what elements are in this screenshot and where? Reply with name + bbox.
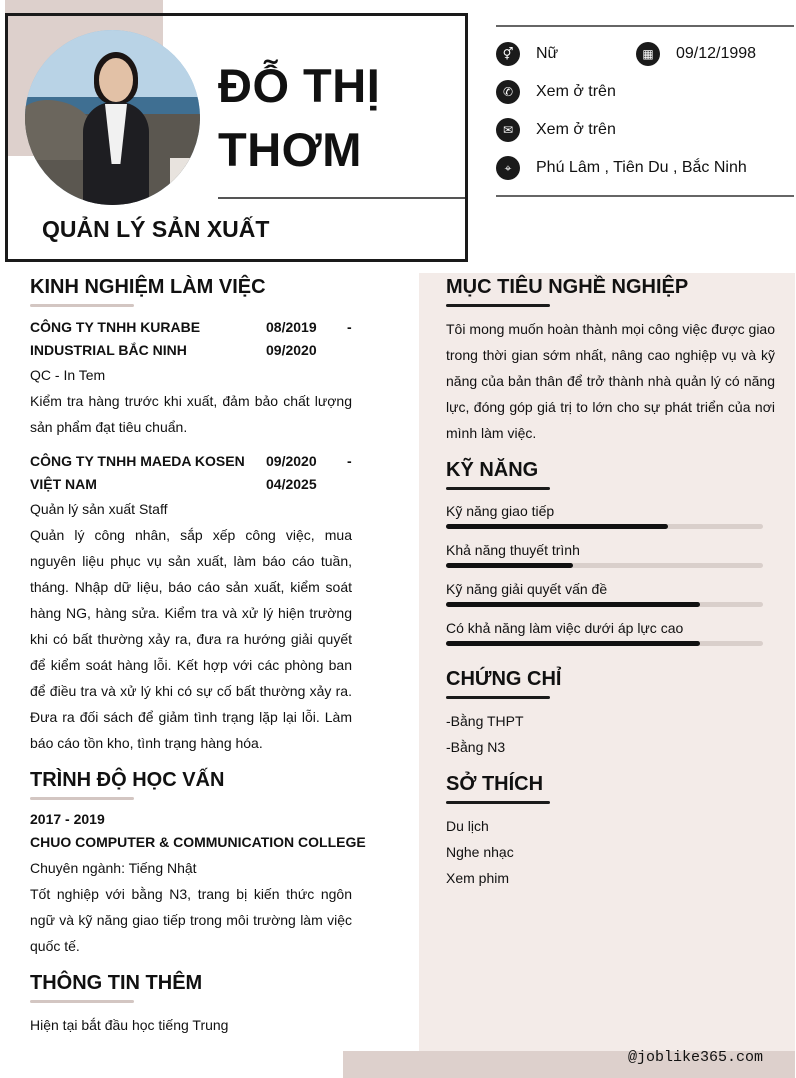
job-title: QUẢN LÝ SẢN XUẤT [42, 216, 270, 242]
email-info [496, 118, 616, 142]
extra-info-underline [30, 1000, 134, 1003]
certificate-item: -Bằng N3 [446, 739, 506, 755]
education-description: Tốt nghiệp với bằng N3, trang bị kiến thức ngôn ngữ và kỹ năng giao tiếp trong môi trường làm việc quốc tế. [30, 886, 352, 954]
skills-title: KỸ NĂNG [446, 459, 539, 481]
location-icon: ⌖ [496, 156, 520, 180]
education-title: TRÌNH ĐỘ HỌC VẤN [30, 769, 225, 791]
certificates-underline [446, 696, 550, 699]
skill-bar-fill [446, 641, 700, 646]
job1-company: CÔNG TY TNHH KURABE INDUSTRIAL BẮC NINH [30, 319, 201, 358]
hobby-item: Nghe nhạc [446, 844, 514, 860]
skill-bar-fill [446, 524, 668, 529]
candidate-name-line2: THƠM [218, 123, 362, 176]
skill-bar [446, 563, 763, 568]
gender-icon: ⚥ [496, 42, 520, 66]
gender-info [496, 42, 558, 66]
phone-info [496, 80, 616, 104]
email-icon: ✉ [496, 118, 520, 142]
candidate-name-line1: ĐỖ THỊ [218, 59, 381, 112]
skill-label: Khả năng thuyết trình [446, 542, 580, 558]
education-school: CHUO COMPUTER & COMMUNICATION COLLEGE [30, 834, 366, 850]
objective-underline [446, 304, 550, 307]
job2-description: Quản lý công nhân, sắp xếp công việc, mua nguyên liệu phục vụ sản xuất, làm báo cáo tuần, tháng. Nhập dữ liệu, báo cáo sản xuất, kiểm soát hàng NG, hàng sửa. Kiểm tra và xử lý hiện trường khi có bất thường xảy ra, đưa ra hướng giải quyết để kiểm soát hàng lỗi. Kết hợp với các phòng ban để điều tra và xử lý khi có sự cố bất thường xảy ra. Đưa ra đối sách để giảm tình trạng lặp lại lỗi. Làm báo cáo tồn kho, tình trạng hàng hóa. [30, 527, 352, 751]
skill-bar-fill [446, 602, 700, 607]
experience-title: KINH NGHIỆM LÀM VIỆC [30, 276, 266, 298]
address-info [496, 156, 747, 180]
hobby-item: Xem phim [446, 870, 510, 886]
skill-bar [446, 602, 763, 607]
job1-role: QC - In Tem [30, 367, 106, 383]
job2-role: Quản lý sản xuất Staff [30, 501, 168, 517]
skill-label: Kỹ năng giao tiếp [446, 503, 555, 519]
avatar [25, 30, 200, 205]
skill-label: Có khả năng làm việc dưới áp lực cao [446, 620, 684, 636]
hobbies-underline [446, 801, 550, 804]
hobby-item: Du lịch [446, 818, 489, 834]
objective-text: Tôi mong muốn hoàn thành mọi công việc được giao trong thời gian sớm nhất, nâng cao nghiệp vụ và kỹ năng của bản thân để trở thành nhà quản lý có năng lực, đóng góp giá trị to lớn cho sự phát triển của nơi mình làm việc. [446, 321, 775, 441]
birthday-value: 09/12/1998 [676, 45, 757, 62]
job2-period: 09/2020 04/2025 [266, 453, 317, 492]
job1-description: Kiểm tra hàng trước khi xuất, đảm bảo chất lượng sản phẩm đạt tiêu chuẩn. [30, 393, 352, 435]
education-underline [30, 797, 134, 800]
education-period: 2017 - 2019 [30, 811, 105, 827]
extra-info-title: THÔNG TIN THÊM [30, 972, 203, 994]
birthday-info [636, 42, 756, 66]
skills-underline [446, 487, 550, 490]
phone-icon: ✆ [496, 80, 520, 104]
certificate-item: -Bằng THPT [446, 713, 524, 729]
job2-period-dash: - [347, 453, 352, 469]
skill-label: Kỹ năng giải quyết vấn đề [446, 581, 608, 597]
job1-period: 08/2019 09/2020 [266, 319, 317, 358]
skill-bar [446, 641, 763, 646]
info-divider-top [496, 25, 794, 27]
skill-bar [446, 524, 763, 529]
education-major: Chuyên ngành: Tiếng Nhật [30, 860, 197, 876]
gender-value: Nữ [536, 45, 559, 62]
experience-underline [30, 304, 134, 307]
objective-title: MỤC TIÊU NGHỀ NGHIỆP [446, 276, 689, 298]
calendar-icon: ▦ [636, 42, 660, 66]
email-value: Xem ở trên [536, 121, 616, 138]
certificates-title: CHỨNG CHỈ [446, 668, 562, 690]
job2-company: CÔNG TY TNHH MAEDA KOSEN VIỆT NAM [30, 453, 245, 492]
footer-watermark: @joblike365.com [628, 1049, 764, 1066]
name-divider [218, 197, 465, 199]
phone-value: Xem ở trên [536, 83, 616, 100]
hobbies-title: SỞ THÍCH [446, 773, 544, 795]
job1-period-dash: - [347, 319, 352, 335]
address-value: Phú Lâm , Tiên Du , Bắc Ninh [536, 159, 747, 176]
info-divider-bottom [496, 195, 794, 197]
skill-bar-fill [446, 563, 573, 568]
extra-info-text: Hiện tại bắt đầu học tiếng Trung [30, 1017, 229, 1033]
